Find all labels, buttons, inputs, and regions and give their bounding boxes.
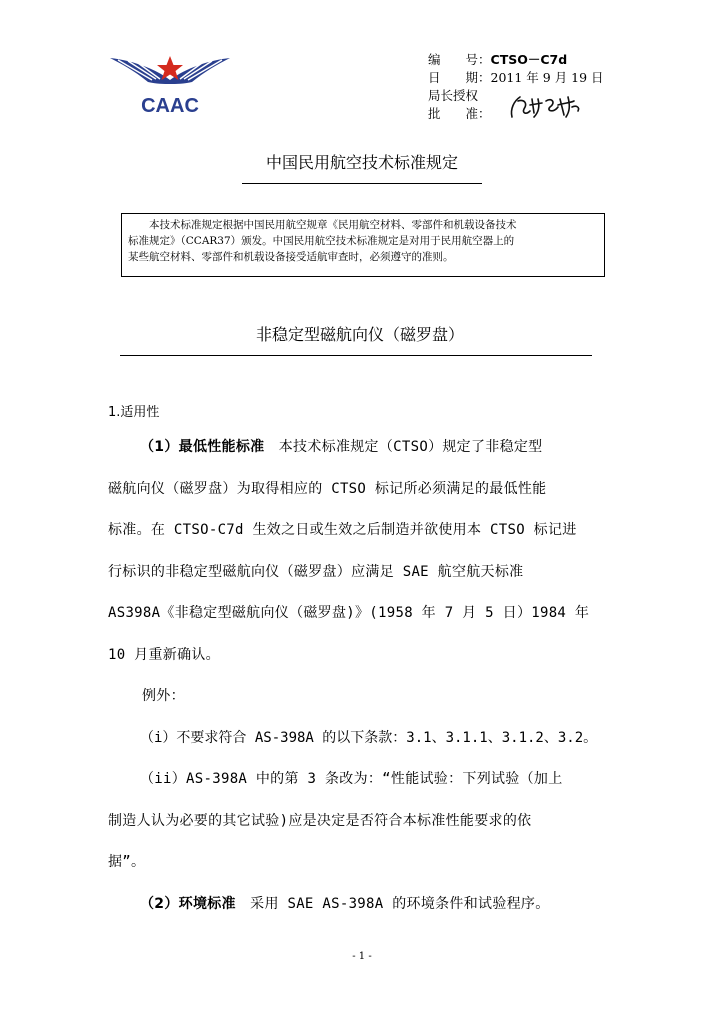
- number-value: CTSO－C7d: [490, 52, 568, 67]
- title-rule: [242, 183, 482, 184]
- paragraph-line: 磁航向仪（磁罗盘）为取得相应的 CTSO 标记所必须满足的最低性能: [108, 481, 547, 497]
- auth-label: 局长授权: [428, 88, 479, 103]
- approve-label: 批 准：: [428, 106, 491, 121]
- notice-line: 某些航空材料、零部件和机载设备接受适航审查时，必须遵守的准则。: [128, 251, 454, 263]
- standard-title-rule: [120, 355, 592, 356]
- signature: [508, 93, 586, 119]
- number-row: [428, 51, 604, 69]
- paragraph-line: AS398A《非稳定型磁航向仪（磁罗盘)》(1958 年 7 月 5 日）1984 年: [108, 605, 590, 621]
- logo-text: CAAC: [141, 95, 199, 117]
- paragraph-line: 制造人认为必要的其它试验)应是决定是否符合本标准性能要求的依: [108, 813, 532, 829]
- notice-box: [121, 213, 605, 277]
- standard-title: 非稳定型磁航向仪（磁罗盘）: [255, 325, 464, 344]
- p1-text: 本技术标准规定（CTSO）规定了非稳定型: [264, 439, 543, 455]
- date-label: 日 期：: [428, 70, 491, 85]
- paragraph-line: 10 月重新确认。: [108, 647, 220, 663]
- section-heading: 1.适用性: [108, 405, 160, 420]
- paragraph-line: [108, 436, 616, 456]
- p2-label: （2）环境标准: [140, 896, 236, 912]
- paragraph-line: 标准。在 CTSO-C7d 生效之日或生效之后制造并欲使用本 CTSO 标记进: [108, 522, 577, 538]
- date-row: [428, 69, 604, 87]
- notice-line: 本技术标准规定根据中国民用航空规章《民用航空材料、零部件和机载设备技术: [149, 219, 517, 231]
- p1-label: （1）最低性能标准: [140, 439, 265, 455]
- paragraph-line: 行标识的非稳定型磁航向仪（磁罗盘）应满足 SAE 航空航天标准: [108, 564, 524, 580]
- page-number: - 1 -: [352, 951, 372, 962]
- exception-label: 例外：: [142, 688, 185, 704]
- exception-item: （ii）AS-398A 中的第 3 条改为：“性能试验：下列试验（加上: [140, 771, 563, 787]
- document-title: 中国民用航空技术标准规定: [265, 153, 458, 172]
- caac-logo: [108, 50, 232, 120]
- notice-line: 标准规定》（CCAR37）颁发。中国民用航空技术标准规定是对用于民用航空器上的: [128, 235, 515, 247]
- number-label: 编 号：: [428, 52, 491, 67]
- paragraph-line: [108, 893, 616, 913]
- p2-text: 采用 SAE AS-398A 的环境条件和试验程序。: [235, 896, 550, 912]
- paragraph-line: 据”。: [108, 854, 146, 870]
- exception-item: （i）不要求符合 AS-398A 的以下条款：3.1、3.1.1、3.1.2、3.2。: [140, 730, 598, 746]
- date-value: 2011 年 9 月 19 日: [490, 70, 604, 85]
